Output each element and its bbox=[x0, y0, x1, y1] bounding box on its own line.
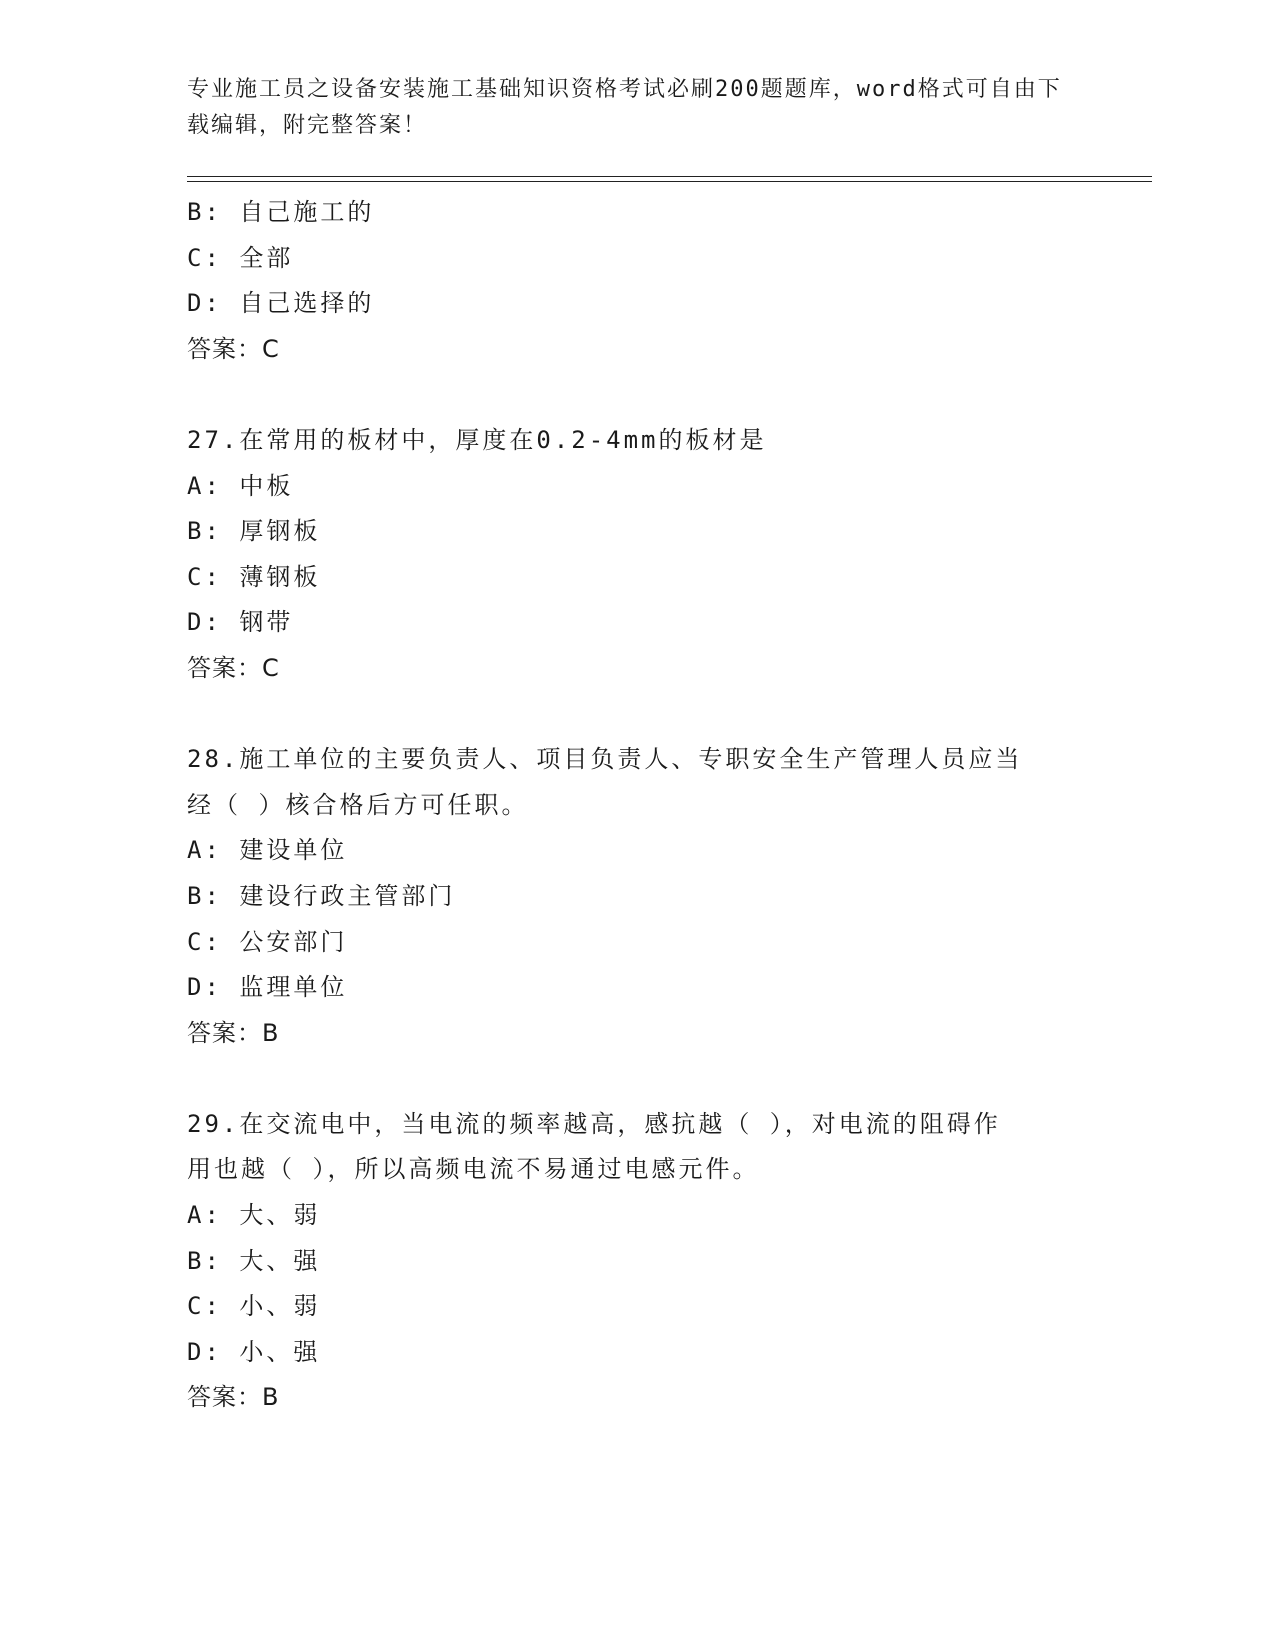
question-stem: 28.施工单位的主要负责人、项目负责人、专职安全生产管理人员应当 bbox=[187, 745, 1023, 774]
header-divider-bottom bbox=[187, 181, 1152, 182]
option-d: D: 自己选择的 bbox=[187, 289, 375, 318]
option-d: D: 钢带 bbox=[187, 608, 294, 637]
spacer bbox=[187, 1056, 1087, 1102]
answer-line: 答案：C bbox=[187, 653, 280, 682]
question-stem: 27.在常用的板材中，厚度在0.2-4mm的板材是 bbox=[187, 425, 767, 454]
question-29 bbox=[187, 1102, 1087, 1421]
header-divider-top bbox=[187, 176, 1152, 177]
document-header: 专业施工员之设备安装施工基础知识资格考试必刷200题题库，word格式可自由下载编辑，附完整答案！ bbox=[187, 77, 1062, 138]
question-stem-continued: 用也越（ ），所以高频电流不易通过电感元件。 bbox=[187, 1155, 760, 1184]
option-b: B: 大、强 bbox=[187, 1246, 321, 1275]
option-b: B: 建设行政主管部门 bbox=[187, 881, 456, 910]
question-stem-continued: 经（ ）核合格后方可任职。 bbox=[187, 790, 529, 819]
option-d: D: 小、强 bbox=[187, 1337, 321, 1366]
question-content bbox=[187, 190, 1087, 1421]
spacer bbox=[187, 692, 1087, 738]
option-c: C: 全部 bbox=[187, 243, 294, 272]
option-a: A: 大、弱 bbox=[187, 1201, 321, 1230]
option-d: D: 监理单位 bbox=[187, 973, 348, 1002]
continuation-block bbox=[187, 190, 1087, 372]
option-b: B: 厚钢板 bbox=[187, 517, 321, 546]
answer-line: 答案：C bbox=[187, 334, 280, 363]
spacer bbox=[187, 372, 1087, 418]
option-c: C: 小、弱 bbox=[187, 1292, 321, 1321]
question-stem: 29.在交流电中，当电流的频率越高，感抗越（ ），对电流的阻碍作 bbox=[187, 1109, 1001, 1138]
option-c: C: 薄钢板 bbox=[187, 562, 321, 591]
option-b: B: 自己施工的 bbox=[187, 198, 375, 226]
option-a: A: 建设单位 bbox=[187, 836, 348, 865]
option-a: A: 中板 bbox=[187, 471, 294, 500]
question-28 bbox=[187, 737, 1087, 1056]
answer-line: 答案：B bbox=[187, 1383, 280, 1412]
answer-line: 答案：B bbox=[187, 1018, 280, 1047]
option-c: C: 公安部门 bbox=[187, 927, 348, 956]
question-27 bbox=[187, 418, 1087, 692]
